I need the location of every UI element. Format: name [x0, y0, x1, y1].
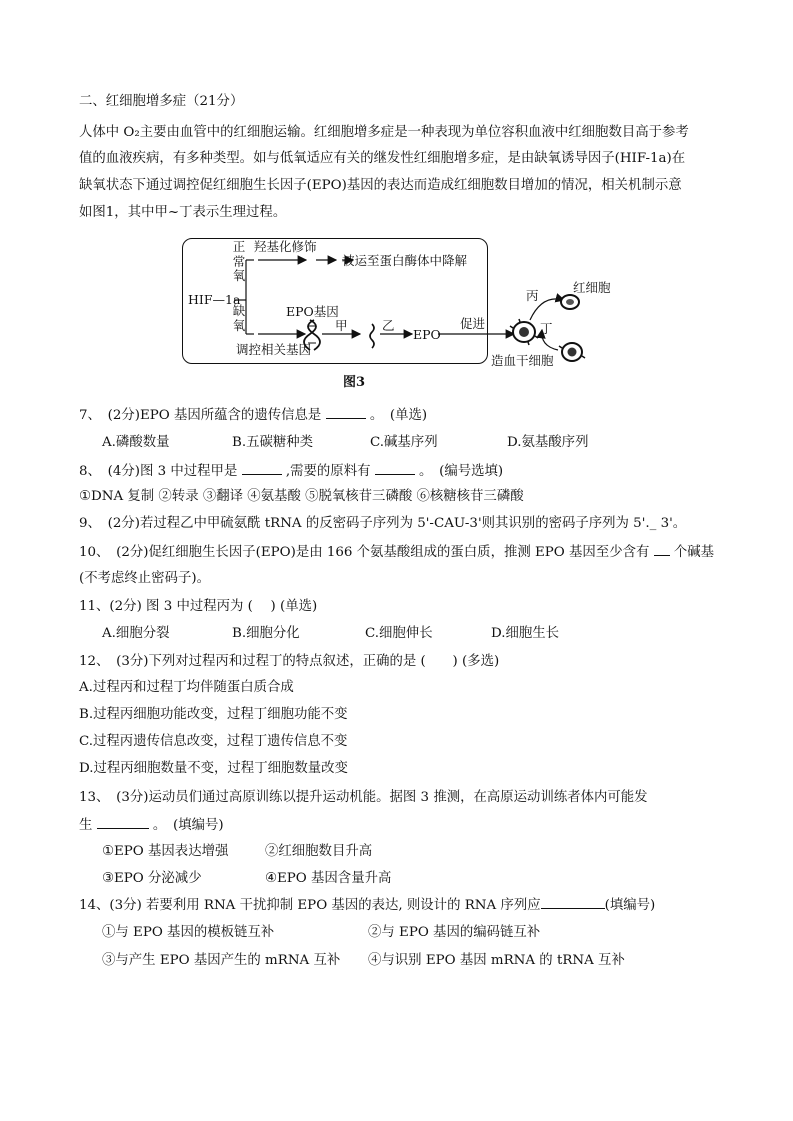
q12-option-a[interactable]: A.过程丙和过程丁均伴随蛋白质合成	[79, 680, 294, 695]
q8-stem-c: 。 (编号选填)	[419, 464, 504, 479]
red-blood-cell-icon	[561, 295, 579, 309]
intro-line-3: 缺氧状态下通过调控促红细胞生长因子(EPO)基因的表达而造成红细胞数目增加的情况，相关机制示意	[79, 178, 682, 193]
q8-answer-blank-1[interactable]	[242, 462, 282, 475]
epo-label: EPO	[413, 327, 441, 342]
q13-option-3: ③EPO 分泌减少	[102, 871, 202, 886]
process-jia-label: 甲	[335, 318, 348, 333]
figure-caption: 图3	[343, 375, 366, 390]
degrade-label: 被运至蛋白酶体中降解	[342, 253, 468, 268]
hif-label: HIF—1a	[188, 292, 241, 307]
q13-answer-blank[interactable]	[97, 816, 149, 829]
section-title: 二、红细胞增多症（21分）	[79, 94, 244, 109]
q7-option-d[interactable]: D.氨基酸序列	[507, 435, 589, 450]
process-bing-label: 丙	[526, 288, 539, 303]
q8-answer-blank-2[interactable]	[375, 462, 415, 475]
normal-oxygen-label: 正常氧	[232, 239, 246, 283]
q13-line-2	[79, 816, 224, 835]
q7-stem	[79, 406, 427, 425]
q12-option-b[interactable]: B.过程丙细胞功能改变，过程丁细胞功能不变	[79, 707, 348, 722]
q13-line-2-a: 生	[79, 818, 93, 833]
q13-option-1: ①EPO 基因表达增强	[102, 844, 229, 859]
q10-line-2: (不考虑终止密码子)。	[79, 571, 210, 586]
q14-stem-a: 14、(3分) 若要利用 RNA 干扰抑制 EPO 基因的表达, 则设计的 RNA 序列应	[79, 898, 541, 913]
intro-line-2: 值的血液疾病，有多种类型。如与低氧适应有关的继发性红细胞增多症，是由缺氧诱导因子(HIF-1a)在	[79, 151, 686, 166]
q14-stem-b: (填编号)	[604, 898, 656, 913]
q11-option-b[interactable]: B.细胞分化	[232, 626, 300, 641]
q11-option-a[interactable]: A.细胞分裂	[102, 626, 170, 641]
q14-option-4: ④与识别 EPO 基因 mRNA 的 tRNA 互补	[368, 953, 625, 968]
q7-stem-b: 。 (单选)	[369, 408, 428, 423]
q14-option-1: ①与 EPO 基因的模板链互补	[102, 925, 275, 940]
q12-option-d[interactable]: D.过程丙细胞数量不变，过程丁细胞数量改变	[79, 761, 348, 776]
process-ding-label: 丁	[540, 321, 553, 336]
mrna-icon	[370, 324, 374, 348]
q7-answer-blank[interactable]	[326, 406, 366, 419]
q9-text: 9、 (2分)若过程乙中甲硫氨酰 tRNA 的反密码子序列为 5'-CAU-3'则其识别的密码子序列为 5'._ 3'。	[79, 516, 687, 531]
intro-line-4: 如图1，其中甲~丁表示生理过程。	[79, 205, 287, 220]
q13-line-1: 13、 (3分)运动员们通过高原训练以提升运动机能。据图 3 推测，在高原运动训练者体内可能发	[79, 790, 648, 805]
q13-option-2: ②红细胞数目升高	[265, 844, 373, 859]
q7-option-b[interactable]: B.五碳糖种类	[232, 435, 314, 450]
q14-option-3: ③与产生 EPO 基因产生的 mRNA 互补	[102, 953, 341, 968]
q12-stem: 12、 (3分)下列对过程丙和过程丁的特点叙述，正确的是 ( ) (多选)	[79, 654, 500, 669]
red-cell-label: 红细胞	[573, 280, 611, 295]
q14-stem	[79, 896, 655, 915]
q8-options: ①DNA 复制 ②转录 ③翻译 ④氨基酸 ⑤脱氧核苷三磷酸 ⑥核糖核苷三磷酸	[79, 489, 524, 504]
q12-option-c[interactable]: C.过程丙遗传信息改变，过程丁遗传信息不变	[79, 734, 348, 749]
q7-stem-a: 7、 (2分)EPO 基因所蕴含的遗传信息是	[79, 408, 322, 423]
low-oxygen-label: 缺氧	[232, 303, 246, 333]
q14-answer-blank[interactable]	[541, 896, 605, 909]
q11-option-d[interactable]: D.细胞生长	[491, 626, 560, 641]
figure-3	[180, 236, 611, 396]
epo-gene-label: EPO基因	[286, 304, 339, 319]
q7-option-c[interactable]: C.碱基序列	[370, 435, 438, 450]
q11-option-c[interactable]: C.细胞伸长	[365, 626, 433, 641]
q13-option-4: ④EPO 基因含量升高	[265, 871, 392, 886]
q8-stem-a: 8、 (4分)图 3 中过程甲是	[79, 464, 238, 479]
process-yi-label: 乙	[382, 318, 395, 333]
q7-option-a[interactable]: A.磷酸数量	[102, 435, 170, 450]
stem-cell-label: 造血干细胞	[491, 353, 554, 368]
q11-stem: 11、(2分) 图 3 中过程丙为 ( ) (单选)	[79, 599, 318, 614]
hydroxylation-label: 羟基化修饰	[254, 239, 317, 254]
q8-stem-b: ,需要的原料有	[285, 464, 371, 479]
intro-line-1: 人体中 O₂主要由血管中的红细胞运输。红细胞增多症是一种表现为单位容积血液中红细胞数目高于参考	[79, 125, 689, 140]
q10-answer-blank[interactable]	[654, 543, 670, 556]
stem-cell-icon	[510, 319, 538, 345]
q10-line-1	[79, 543, 714, 562]
regulate-genes-label: 调控相关基因	[236, 342, 312, 357]
q10-line-1-b: 个碱基	[673, 545, 715, 560]
stem-cell-icon-2	[559, 343, 585, 361]
q14-option-2: ②与 EPO 基因的编码链互补	[368, 925, 541, 940]
q13-line-2-b: 。 (填编号)	[152, 818, 224, 833]
q10-line-1-a: 10、 (2分)促红细胞生长因子(EPO)是由 166 个氨基酸组成的蛋白质，推测 EPO 基因至少含有	[79, 545, 650, 560]
q8-stem	[79, 462, 503, 481]
promote-label: 促进	[460, 316, 486, 331]
